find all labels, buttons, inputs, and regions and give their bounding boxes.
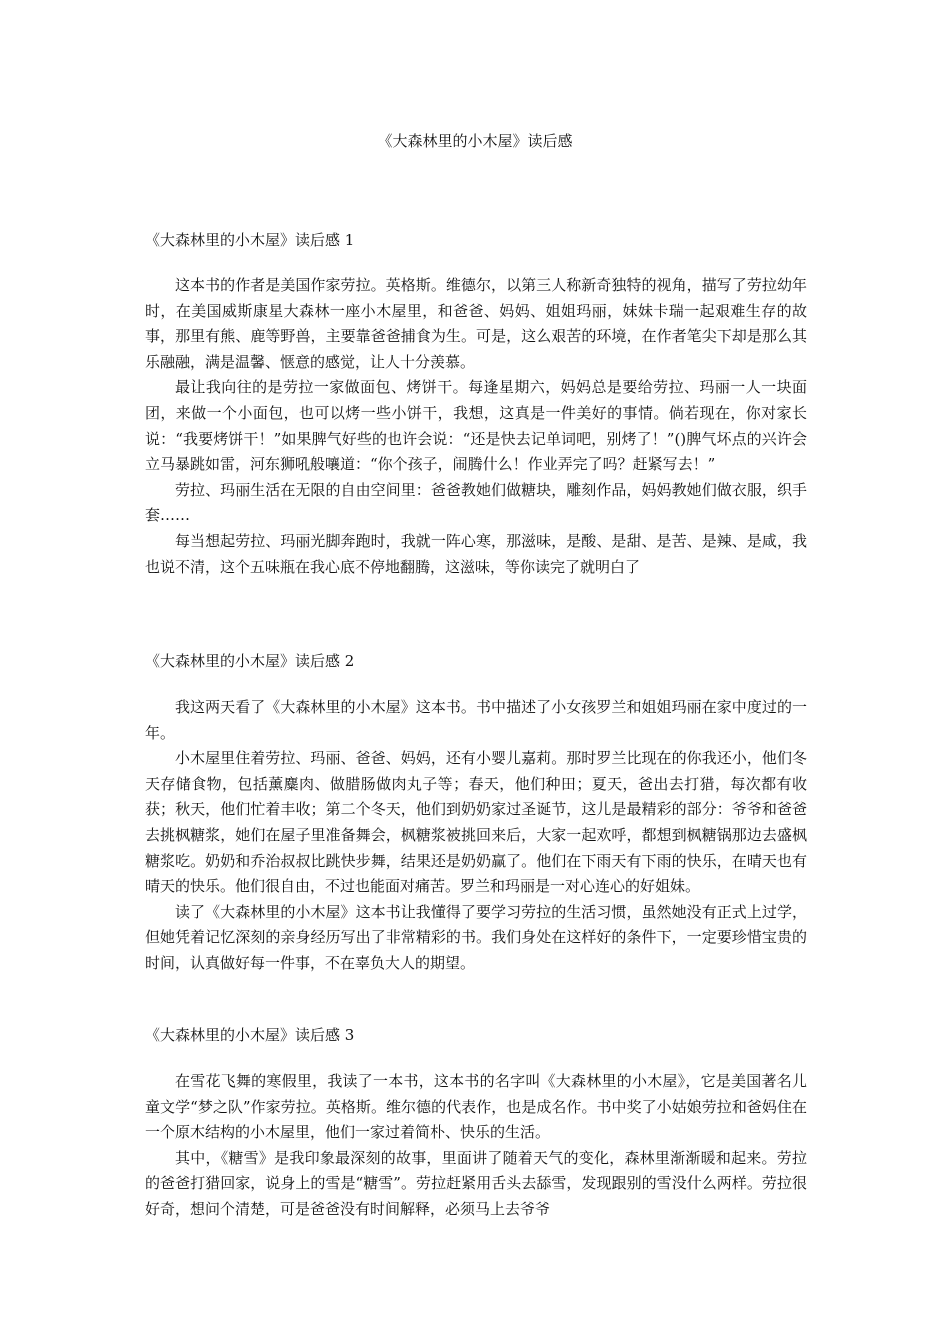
- paragraph: 每当想起劳拉、玛丽光脚奔跑时，我就一阵心寒，那滋味，是酸、是甜、是苦、是辣、是咸，我也说不清，这个五味瓶在我心底不停地翻腾，这滋味，等你读完了就明白了: [145, 531, 807, 576]
- section-heading-3: 《大森林里的小木屋》读后感 3: [145, 1026, 355, 1044]
- paragraph: 在雪花飞舞的寒假里，我读了一本书，这本书的名字叫《大森林里的小木屋》，它是美国著名儿童文学“梦之队”作家劳拉。英格斯。维尔德的代表作，也是成名作。书中奖了小姑娘劳拉和爸妈住在一个原木结构的小木屋里，他们一家过着简朴、快乐的生活。: [145, 1072, 807, 1142]
- paragraph: 其中，《糖雪》是我印象最深刻的故事，里面讲了随着天气的变化，森林里渐渐暖和起来。劳拉的爸爸打猎回家，说身上的雪是“糖雪”。劳拉赶紧用舌头去舔雪，发现跟别的雪没什么两样。劳拉很好奇，想问个清楚，可是爸爸没有时间解释，必须马上去爷爷: [145, 1148, 807, 1218]
- section-body-2: [145, 695, 807, 977]
- paragraph: 我这两天看了《大森林里的小木屋》这本书。书中描述了小女孩罗兰和姐姐玛丽在家中度过的一年。: [145, 698, 807, 742]
- paragraph: 劳拉、玛丽生活在无限的自由空间里：爸爸教她们做糖块，雕刻作品，妈妈教她们做衣服，织手套……: [145, 480, 807, 525]
- section-heading-1: 《大森林里的小木屋》读后感 1: [145, 231, 355, 249]
- paragraph: 小木屋里住着劳拉、玛丽、爸爸、妈妈，还有小婴儿嘉莉。那时罗兰比现在的你我还小，他们冬天存储食物，包括薰麋肉、做腊肠做肉丸子等；春天，他们种田；夏天，爸出去打猎，每次都有收获；秋天，他们忙着丰收；第二个冬天，他们到奶奶家过圣诞节，这儿是最精彩的部分：爷爷和爸爸去挑枫糖浆，她们在屋子里准备舞会，枫糖浆被挑回来后，大家一起欢呼，都想到枫糖锅那边去盛枫糖浆吃。奶奶和乔治叔叔比跳快步舞，结果还是奶奶赢了。他们在下雨天有下雨的快乐，在晴天也有晴天的快乐。他们很自由，不过也能面对痛苦。罗兰和玛丽是一对心连心的好姐妹。: [145, 749, 807, 896]
- paragraph: 这本书的作者是美国作家劳拉。英格斯。维德尔，以第三人称新奇独特的视角，描写了劳拉幼年时，在美国威斯康星大森林一座小木屋里，和爸爸、妈妈、姐姐玛丽，妹妹卡瑞一起艰难生存的故事，那里有熊、鹿等野兽，主要靠爸爸捕食为生。可是，这么艰苦的环境，在作者笔尖下却是那么其乐融融，满是温馨、惬意的感觉，让人十分羡慕。: [145, 276, 807, 371]
- paragraph: 最让我向往的是劳拉一家做面包、烤饼干。每逢星期六，妈妈总是要给劳拉、玛丽一人一块面团，来做一个小面包，也可以烤一些小饼干，我想，这真是一件美好的事情。倘若现在，你对家长说：“我要烤饼干！”如果脾气好些的也许会说：“还是快去记单词吧，别烤了！”()脾气坏点的兴许会立马暴跳如雷，河东狮吼般嚷道：“你个孩子，闹腾什么！作业弄完了吗？赶紧写去！”: [145, 378, 807, 474]
- paragraph: 读了《大森林里的小木屋》这本书让我懂得了要学习劳拉的生活习惯，虽然她没有正式上过学，但她凭着记忆深刻的亲身经历写出了非常精彩的书。我们身处在这样好的条件下，一定要珍惜宝贵的时间，认真做好每一件事，不在辜负大人的期望。: [145, 902, 807, 972]
- section-body-3: [145, 1069, 807, 1223]
- section-heading-2: 《大森林里的小木屋》读后感 2: [145, 652, 355, 670]
- section-body-1: [145, 273, 807, 580]
- document-title: 《大森林里的小木屋》读后感: [377, 132, 573, 150]
